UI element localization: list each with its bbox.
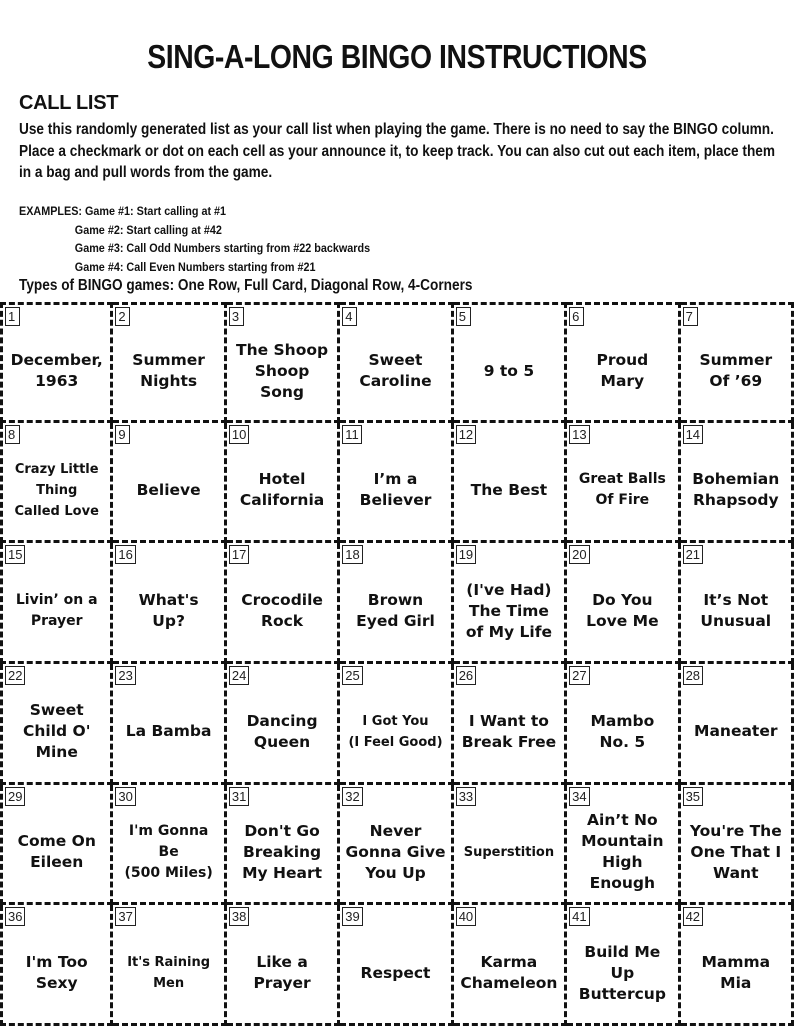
call-number: 6 xyxy=(569,307,584,326)
song-title: Summer Nights xyxy=(132,351,205,391)
example-game-1: EXAMPLES: Game #1: Start calling at #1 xyxy=(19,204,227,218)
call-number: 37 xyxy=(115,907,135,926)
call-number: 25 xyxy=(342,666,362,685)
call-number: 16 xyxy=(115,545,135,564)
call-number: 30 xyxy=(115,787,135,806)
song-title: Superstition xyxy=(463,844,555,860)
call-number: 38 xyxy=(229,907,249,926)
song-title: Mambo No. 5 xyxy=(590,711,655,751)
call-cell xyxy=(681,785,794,906)
song-title: Never Gonna Give You Up xyxy=(345,821,446,882)
call-cell xyxy=(113,785,226,906)
call-list-grid xyxy=(0,302,794,1026)
song-title: (I've Had) The Time of My Life xyxy=(465,580,552,641)
call-cell xyxy=(567,543,680,664)
call-cell xyxy=(454,664,567,785)
call-number: 3 xyxy=(229,307,244,326)
song-title: I’m a Believer xyxy=(359,470,432,510)
call-cell xyxy=(681,302,794,423)
song-title: Don't Go Breaking My Heart xyxy=(242,821,323,882)
song-title: I Want to Break Free xyxy=(461,711,557,751)
examples-block xyxy=(19,202,559,276)
call-number: 24 xyxy=(229,666,249,685)
call-number: 15 xyxy=(5,545,25,564)
song-title: The Shoop Shoop Song xyxy=(236,340,329,401)
example-game-4: Game #4: Call Even Numbers starting from #21 xyxy=(74,259,316,274)
call-number: 34 xyxy=(569,787,589,806)
song-title: La Bamba xyxy=(125,722,212,741)
call-cell xyxy=(454,785,567,906)
call-number: 2 xyxy=(115,307,130,326)
song-title: It's Raining Men xyxy=(127,955,211,992)
song-title: Do You Love Me xyxy=(586,591,659,631)
song-title: I Got You (I Feel Good) xyxy=(348,713,443,750)
call-cell xyxy=(227,664,340,785)
song-title: Like a Prayer xyxy=(253,953,311,993)
example-game-3: Game #3: Call Odd Numbers starting from #22 backwards xyxy=(74,241,371,255)
call-cell xyxy=(113,423,226,544)
call-cell xyxy=(681,664,794,785)
call-number: 23 xyxy=(115,666,135,685)
example-game-2: Game #2: Start calling at #42 xyxy=(74,222,222,237)
call-number: 41 xyxy=(569,907,589,926)
song-title: Karma Chameleon xyxy=(460,953,558,993)
call-number: 39 xyxy=(342,907,362,926)
song-title: Maneater xyxy=(694,722,778,741)
song-title: Great Balls Of Fire xyxy=(578,471,666,509)
call-cell xyxy=(0,785,113,906)
call-number: 1 xyxy=(5,307,20,326)
call-cell xyxy=(454,302,567,423)
song-title: Crazy Little Thing Called Love xyxy=(14,461,99,519)
intro-paragraph: Use this randomly generated list as your call list when playing the game. There is no need to say the BINGO column. Place a checkmark or dot on each cell as your announce it, to keep track. You can also cut out each item, place them in a bag and pull words from the game. xyxy=(19,121,776,181)
song-title: Build Me Up Buttercup xyxy=(578,942,666,1003)
song-title: December, 1963 xyxy=(10,351,103,391)
call-cell xyxy=(0,664,113,785)
call-cell xyxy=(567,302,680,423)
call-cell xyxy=(340,905,453,1026)
song-title: Come On Eileen xyxy=(17,832,96,872)
song-title: Believe xyxy=(136,480,201,499)
song-title: Dancing Queen xyxy=(246,711,318,751)
song-title: Mamma Mia xyxy=(701,953,771,993)
call-cell xyxy=(227,905,340,1026)
song-title: Crocodile Rock xyxy=(241,591,323,631)
call-cell xyxy=(454,423,567,544)
call-number: 33 xyxy=(456,787,476,806)
call-number: 32 xyxy=(342,787,362,806)
song-title: Hotel California xyxy=(239,470,325,510)
call-number: 29 xyxy=(5,787,25,806)
call-cell xyxy=(0,543,113,664)
call-cell xyxy=(681,905,794,1026)
call-number: 10 xyxy=(229,425,249,444)
call-number: 22 xyxy=(5,666,25,685)
call-cell xyxy=(340,423,453,544)
song-title: It’s Not Unusual xyxy=(700,591,772,631)
song-title: Proud Mary xyxy=(596,351,649,391)
call-cell xyxy=(454,543,567,664)
page-title: SING-A-LONG BINGO INSTRUCTIONS xyxy=(147,38,647,75)
call-number: 7 xyxy=(683,307,698,326)
call-cell xyxy=(681,423,794,544)
call-cell xyxy=(567,785,680,906)
call-number: 4 xyxy=(342,307,357,326)
call-cell xyxy=(454,905,567,1026)
call-list-heading: CALL LIST xyxy=(19,92,119,114)
call-number: 11 xyxy=(342,425,362,444)
call-number: 18 xyxy=(342,545,362,564)
call-cell xyxy=(0,302,113,423)
song-title: Brown Eyed Girl xyxy=(356,591,435,631)
call-number: 40 xyxy=(456,907,476,926)
song-title: Ain’t No Mountain High Enough xyxy=(581,811,664,893)
call-cell xyxy=(227,785,340,906)
song-title: The Best xyxy=(470,480,548,499)
song-title: Livin’ on a Prayer xyxy=(15,592,98,630)
song-title: Bohemian Rhapsody xyxy=(692,470,780,510)
call-number: 14 xyxy=(683,425,703,444)
call-cell xyxy=(340,785,453,906)
call-cell xyxy=(227,543,340,664)
call-number: 27 xyxy=(569,666,589,685)
song-title: Sweet Child O' Mine xyxy=(22,701,91,762)
call-cell xyxy=(681,543,794,664)
call-number: 13 xyxy=(569,425,589,444)
call-cell xyxy=(113,302,226,423)
call-cell xyxy=(340,543,453,664)
call-cell xyxy=(0,423,113,544)
call-cell xyxy=(340,664,453,785)
call-cell xyxy=(113,543,226,664)
call-number: 12 xyxy=(456,425,476,444)
call-cell xyxy=(0,905,113,1026)
song-title: Respect xyxy=(360,963,431,982)
call-cell xyxy=(227,302,340,423)
song-title: 9 to 5 xyxy=(483,361,535,380)
call-cell xyxy=(340,302,453,423)
call-cell xyxy=(113,905,226,1026)
call-number: 36 xyxy=(5,907,25,926)
song-title: I'm Too Sexy xyxy=(25,953,88,993)
song-title: What's Up? xyxy=(138,591,199,631)
song-title: Summer Of ’69 xyxy=(699,351,773,391)
bingo-game-types: Types of BINGO games: One Row, Full Card, Diagonal Row, 4-Corners xyxy=(19,277,473,294)
call-number: 31 xyxy=(229,787,249,806)
call-number: 35 xyxy=(683,787,703,806)
song-title: Sweet Caroline xyxy=(359,351,432,391)
call-cell xyxy=(113,664,226,785)
call-number: 17 xyxy=(229,545,249,564)
call-number: 8 xyxy=(5,425,20,444)
call-cell xyxy=(567,664,680,785)
call-number: 21 xyxy=(683,545,703,564)
call-number: 19 xyxy=(456,545,476,564)
song-title: I'm Gonna Be (500 Miles) xyxy=(124,822,213,881)
call-number: 42 xyxy=(683,907,703,926)
call-cell xyxy=(227,423,340,544)
call-number: 26 xyxy=(456,666,476,685)
call-number: 9 xyxy=(115,425,130,444)
song-title: You're The One That I Want xyxy=(689,821,782,882)
call-number: 28 xyxy=(683,666,703,685)
call-cell xyxy=(567,905,680,1026)
call-cell xyxy=(567,423,680,544)
call-number: 5 xyxy=(456,307,471,326)
call-number: 20 xyxy=(569,545,589,564)
